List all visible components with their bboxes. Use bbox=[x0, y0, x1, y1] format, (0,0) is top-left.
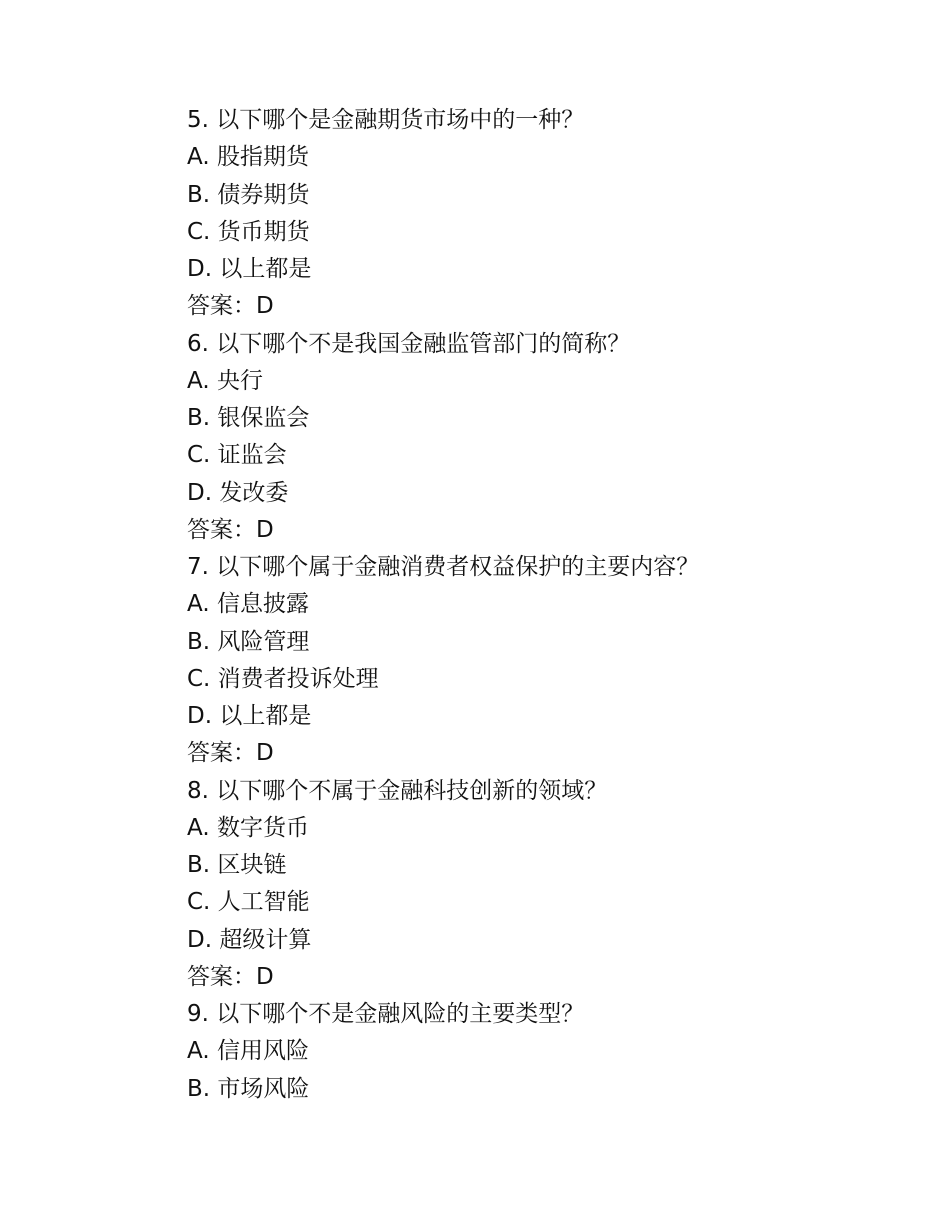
option-a: A. 信用风险 bbox=[187, 1038, 309, 1065]
question-text: 8. 以下哪个不属于金融科技创新的领域？ bbox=[187, 777, 608, 804]
option-a: A. 数字货币 bbox=[187, 814, 309, 841]
answer-text: 答案：D bbox=[187, 293, 274, 320]
option-b: B. 区块链 bbox=[187, 852, 287, 878]
option-d: D. 超级计算 bbox=[187, 926, 312, 953]
question-text: 5. 以下哪个是金融期货市场中的一种？ bbox=[187, 107, 585, 133]
option-a: A. 股指期货 bbox=[187, 144, 309, 171]
question-list bbox=[187, 102, 887, 1108]
option-c: C. 证监会 bbox=[187, 442, 287, 469]
option-a: A. 信息披露 bbox=[187, 591, 309, 618]
question-text: 9. 以下哪个不是金融风险的主要类型？ bbox=[187, 1001, 585, 1027]
question-text: 7. 以下哪个属于金融消费者权益保护的主要内容？ bbox=[187, 554, 700, 580]
question-text: 6. 以下哪个不是我国金融监管部门的简称？ bbox=[187, 330, 631, 357]
option-b: B. 市场风险 bbox=[187, 1075, 310, 1102]
option-b: B. 银保监会 bbox=[187, 405, 310, 431]
answer-text: 答案：D bbox=[187, 740, 274, 767]
answer-text: 答案：D bbox=[187, 516, 274, 543]
option-c: C. 消费者投诉处理 bbox=[187, 665, 379, 692]
option-c: C. 货币期货 bbox=[187, 218, 310, 245]
option-d: D. 以上都是 bbox=[187, 703, 312, 729]
answer-text: 答案：D bbox=[187, 963, 274, 990]
option-a: A. 央行 bbox=[187, 367, 263, 394]
option-d: D. 发改委 bbox=[187, 479, 289, 506]
option-c: C. 人工智能 bbox=[187, 889, 310, 916]
option-b: B. 风险管理 bbox=[187, 628, 310, 655]
option-b: B. 债券期货 bbox=[187, 181, 310, 208]
option-d: D. 以上都是 bbox=[187, 256, 312, 282]
